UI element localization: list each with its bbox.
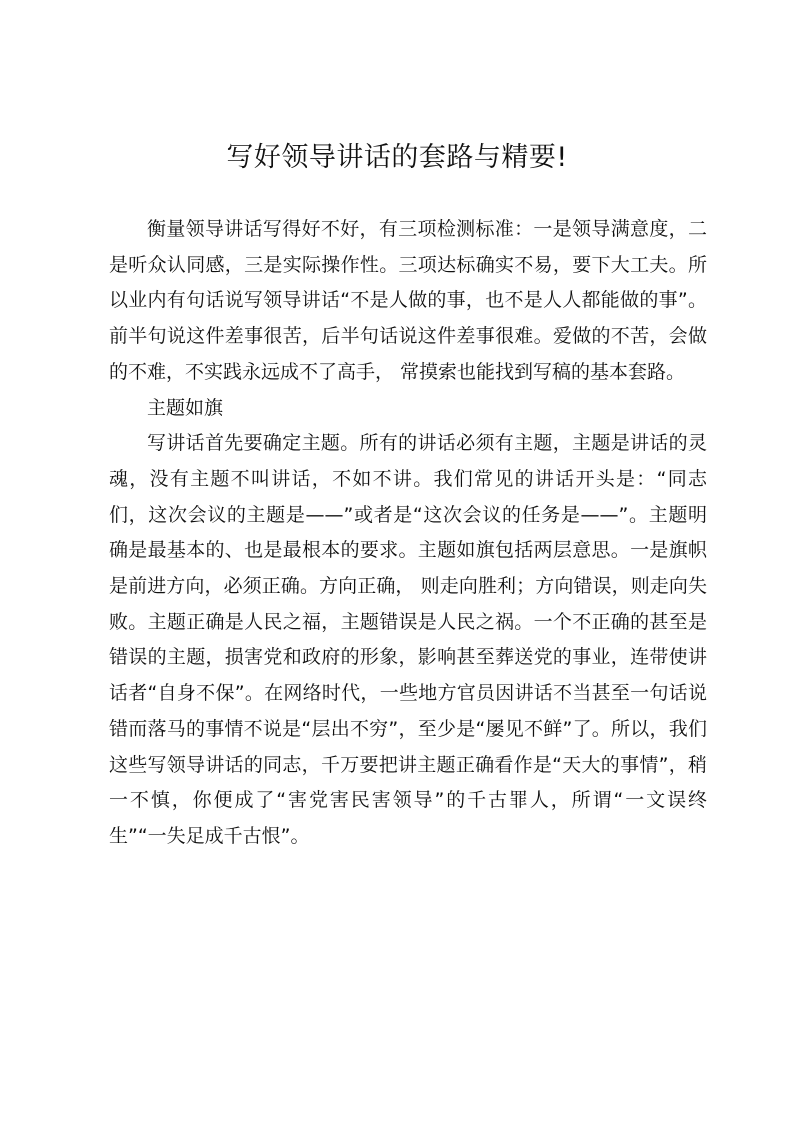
document-title: 写好领导讲话的套路与精要!	[226, 142, 568, 173]
section-heading-theme: 主题如旗	[147, 396, 224, 419]
paragraph-intro: 衡量领导讲话写得好不好，有三项检测标准：一是领导满意度，二是听众认同感，三是实际操作性。三项达标确实不易，要下大工夫。所以业内有句话说写领导讲话“不是人做的事，也不是人人都能做的事”。前半句说这件差事很苦，后半句话说这件差事很难。爱做的不苦，会做的不难，不实践永远成不了高手， 常摸索也能找到写稿的基本套路。	[109, 218, 707, 383]
paragraph-theme: 写讲话首先要确定主题。所有的讲话必须有主题，主题是讲话的灵魂，没有主题不叫讲话，不如不讲。我们常见的讲话开头是：“同志们，这次会议的主题是——”或者是“这次会议的任务是——”。主题明确是最基本的、也是最根本的要求。主题如旗包括两层意思。一是旗帜是前进方向，必须正确。方向正确， 则走向胜利；方向错误，则走向失败。主题正确是人民之福，主题错误是人民之祸。一个不正确的甚至是错误的主题，损害党和政府的形象，影响甚至葬送党的事业，连带使讲话者“自身不保”。在网络时代，一些地方官员因讲话不当甚至一句话说错而落马的事情不说是“层出不穷”，至少是“屡见不鲜”了。所以，我们这些写领导讲话的同志，千万要把讲主题正确看作是“天大的事情”，稍一不慎，你便成了“害党害民害领导”的千古罪人，所谓“一文误终生”“一失足成千古恨”。	[109, 432, 707, 847]
document-body	[109, 212, 707, 855]
